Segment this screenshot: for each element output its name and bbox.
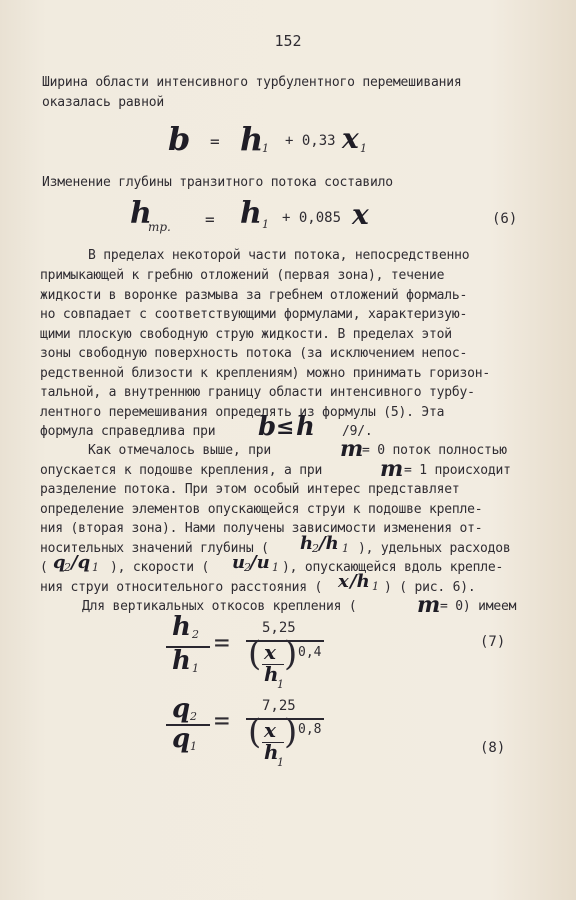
formula-6-equals: = (205, 210, 215, 229)
formula-b-h-sub: 1 (262, 142, 269, 155)
formula-7-equals: = (214, 628, 230, 658)
text-line-12: лентного перемешивания определять из формулы (5). Эта (40, 405, 445, 420)
formula-6-lhs-sub: тр. (148, 220, 171, 234)
formula-6-h-sub: 1 (262, 218, 269, 231)
text-line-2: оказалась равной (42, 95, 165, 110)
inline-q2: q (53, 552, 66, 573)
text-line-5: примыкающей к гребню отложений (первая зона), течение (40, 268, 445, 283)
formula-7-right-paren: ) (284, 634, 298, 674)
inline-q1: /q (71, 552, 91, 573)
text-line-1: Ширина области интенсивного турбулентного перемешивания (42, 75, 462, 90)
text-line-17: определение элементов опускающейся струи к подошве крепле- (40, 502, 483, 517)
inline-u2-sub: 2 (244, 561, 251, 574)
cond-b: b (258, 412, 277, 442)
formula-b-x: x (342, 122, 359, 155)
equation-number-8: (8) (480, 740, 506, 756)
inline-x-h-sub: 1 (372, 580, 379, 593)
text-line-15b: = 1 происходит (404, 463, 511, 478)
inline-h2-sub: 2 (312, 542, 319, 555)
equation-number-6: (6) (492, 211, 518, 227)
inline-h1-h: /h (319, 533, 339, 554)
inline-q2-sub: 2 (64, 561, 71, 574)
text-line-10: редственной близости к креплениям) можно принимать горизон- (40, 366, 490, 381)
cond-h: h (296, 412, 315, 442)
formula-6-x: x (352, 198, 369, 231)
formula-7-value: 5,25 (262, 620, 296, 636)
formula-8-value: 7,25 (262, 698, 296, 714)
inline-u2: u (232, 552, 246, 573)
formula-b-equals: = (210, 132, 220, 151)
text-line-15: опускается к подошве крепления, а при (40, 463, 323, 478)
inline-q1-sub: 1 (92, 561, 99, 574)
text-line-11: тальной, а внутреннюю границу области интенсивного турбу- (40, 385, 475, 400)
text-line-18: ния (вторая зона). Нами получены зависимости изменения от- (40, 521, 483, 536)
text-line-22b: = 0) имеем (440, 599, 517, 614)
text-line-14b: = 0 поток полностью (362, 443, 507, 458)
formula-7-inner-h-sub: 1 (277, 678, 284, 691)
text-line-21b: ) ( рис. 6). (384, 580, 476, 595)
text-line-19b: ), удельных расходов (358, 541, 511, 556)
symbol-m-1: m (340, 436, 364, 462)
text-line-8: щими плоскую свободную струю жидкости. В пределах этой (40, 327, 452, 342)
formula-7-den-sub: 1 (192, 662, 199, 675)
text-line-4: В пределах некоторой части потока, непосредственно (88, 248, 470, 263)
formula-b-lhs: b (168, 120, 191, 158)
formula-8-inner-h: h (264, 740, 279, 764)
cond-le: ≤ (276, 414, 295, 440)
formula-8-equals: = (214, 706, 230, 736)
symbol-m-2: m (380, 456, 404, 482)
formula-8-den-sub: 1 (190, 740, 197, 753)
formula-7-num-h: h (172, 612, 191, 642)
text-line-20b: ), скорости ( (110, 560, 210, 575)
symbol-m-3: m (417, 592, 441, 618)
formula-8-inner-h-sub: 1 (277, 756, 284, 769)
formula-8-right-paren: ) (284, 712, 298, 752)
inline-u1-sub: 1 (272, 561, 279, 574)
inline-h1-sub: 1 (342, 542, 349, 555)
formula-7-inner-x: x (264, 640, 276, 664)
formula-7-exponent: 0,4 (298, 645, 322, 660)
text-line-16: разделение потока. При этом особый интерес представляет (40, 482, 460, 497)
text-line-21: ния струи относительного расстояния ( (40, 580, 323, 595)
text-line-7: но совпадает с соответствующими формулами, характеризую- (40, 307, 468, 322)
inline-x-over-h: /h (350, 571, 370, 592)
formula-8-num-sub: 2 (190, 710, 197, 723)
formula-7-inner-h: h (264, 662, 279, 686)
inline-x: x (338, 571, 349, 592)
text-ref-9: /9/. (342, 424, 373, 439)
formula-b-h: h (240, 120, 264, 158)
formula-8-num-q: q (172, 694, 191, 724)
text-line-13: формула справедлива при (40, 424, 216, 439)
text-line-14: Как отмечалось выше, при (88, 443, 272, 458)
formula-6-coef: + 0,085 (282, 210, 342, 226)
formula-b-coef: + 0,33 (285, 133, 336, 149)
text-line-20a: ( (40, 560, 48, 575)
formula-8-den-q: q (172, 724, 191, 754)
formula-6-h: h (240, 196, 262, 231)
text-line-22: Для вертикальных откосов крепления ( (82, 599, 357, 614)
formula-b-x-sub: 1 (360, 142, 367, 155)
formula-8-left-paren: ( (248, 712, 262, 752)
formula-8-exponent: 0,8 (298, 722, 322, 737)
text-line-20c: ), опускающейся вдоль крепле- (282, 560, 504, 575)
equation-number-7: (7) (480, 634, 506, 650)
inline-h2-h: h (300, 533, 314, 554)
formula-8-inner-x: x (264, 718, 276, 742)
inline-u1: /u (250, 552, 270, 573)
formula-7-num-sub: 2 (192, 628, 199, 641)
formula-7-den-h: h (172, 646, 191, 676)
page-number: 152 (274, 32, 302, 50)
formula-6-lhs: h (130, 196, 152, 231)
text-line-3: Изменение глубины транзитного потока составило (42, 175, 393, 190)
text-line-9: зоны свободную поверхность потока (за исключением непос- (40, 346, 468, 361)
formula-7-left-paren: ( (248, 634, 262, 674)
text-line-19: носительных значений глубины ( (40, 541, 269, 556)
text-line-6: жидкости в воронке размыва за гребнем отложений формаль- (40, 288, 468, 303)
